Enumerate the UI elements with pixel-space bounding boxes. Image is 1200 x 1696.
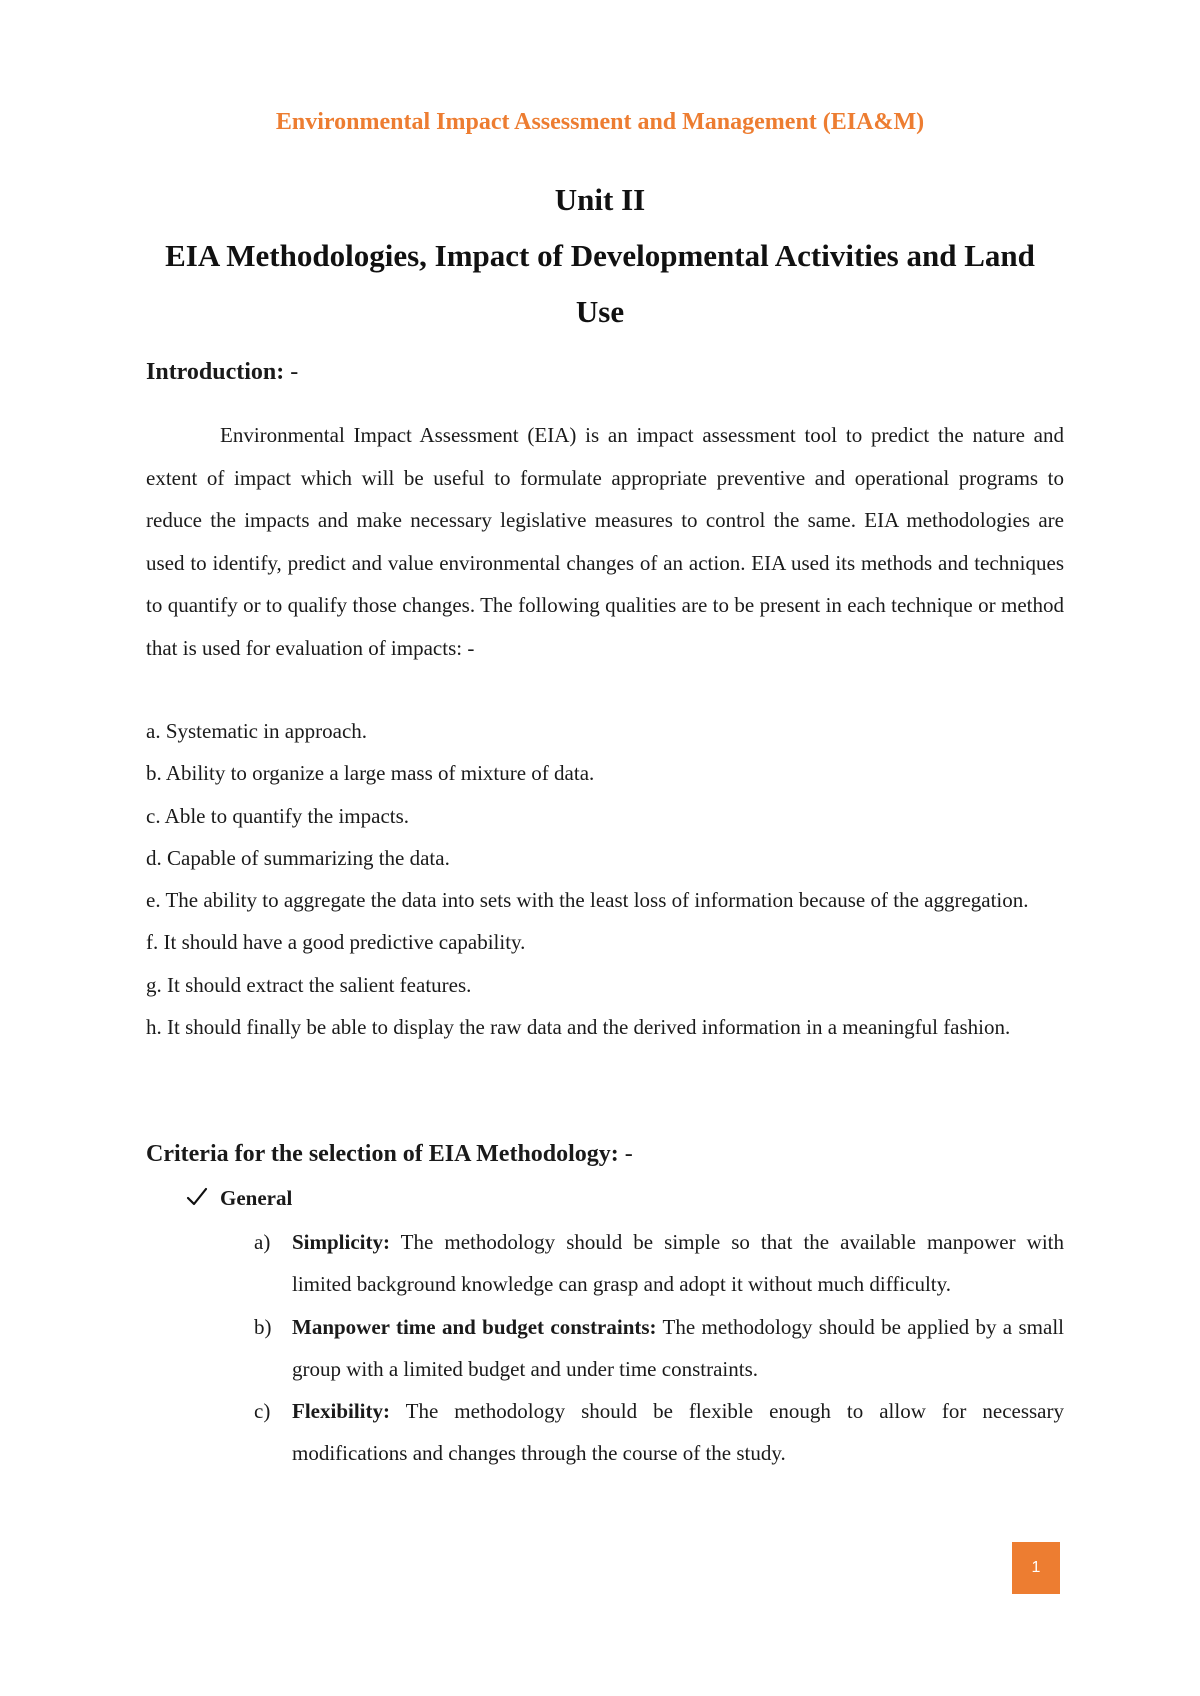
quality-item: e. The ability to aggregate the data into sets with the least loss of information because of the aggregation. [146, 888, 1029, 913]
checkmark-icon [186, 1186, 208, 1208]
quality-item: g. It should extract the salient features. [146, 972, 472, 997]
quality-item: h. It should finally be able to display the raw data and the derived information in a meaningful fashion. [146, 1015, 1011, 1040]
introduction-heading-text: Introduction: [146, 359, 285, 385]
criteria-item-term: Manpower time and budget constraints: [292, 1314, 657, 1339]
general-label: General [220, 1186, 293, 1210]
quality-item: d. Capable of summarizing the data. [146, 845, 450, 870]
criteria-heading-suffix: - [618, 1141, 633, 1167]
quality-item: b. Ability to organize a large mass of mixture of data. [146, 761, 595, 786]
criteria-item-marker: b) [254, 1314, 272, 1339]
introduction-heading-suffix: - [284, 359, 299, 385]
introduction-heading [146, 358, 298, 387]
criteria-item [254, 1306, 1064, 1391]
criteria-item [254, 1221, 1064, 1306]
unit-subtitle-line-1: EIA Methodologies, Impact of Developmental Activities and Land [165, 238, 1035, 273]
unit-label: Unit II [554, 182, 646, 217]
general-subheading [186, 1186, 292, 1211]
criteria-heading-text: Criteria for the selection of EIA Methodology: [146, 1141, 619, 1167]
quality-item: f. It should have a good predictive capability. [146, 930, 526, 955]
criteria-item-term: Simplicity: [292, 1230, 390, 1254]
document-title: Environmental Impact Assessment and Management (EIA&M) [275, 109, 925, 135]
criteria-item-marker: a) [254, 1230, 271, 1254]
introduction-paragraph: Environmental Impact Assessment (EIA) is an impact assessment tool to predict the nature and extent of impact which will be useful to formulate appropriate preventive and operational programs to reduce the impacts and make necessary legislative measures to control the same. EIA methodologies are used to identify, predict and value environmental changes of an action. EIA used its methods and techniques to quantify or to qualify those changes. The following qualities are to be present in each technique or method that is used for evaluation of impacts: - [146, 423, 1064, 660]
criteria-item [254, 1390, 1064, 1475]
unit-subtitle-line-2: Use [575, 294, 625, 329]
quality-item: a. Systematic in approach. [146, 719, 368, 743]
criteria-item-text: The methodology should be simple so that the available manpower with limited background knowledge can grasp and adopt it without much difficulty. [292, 1230, 1064, 1297]
criteria-item-text: The methodology should be flexible enough to allow for necessary modifications and changes through the course of the study. [292, 1399, 1064, 1466]
criteria-item-text: The methodology should be applied by a small group with a limited budget and under time constraints. [292, 1314, 1064, 1381]
criteria-item-marker: c) [254, 1399, 271, 1424]
criteria-list [254, 1221, 1064, 1475]
qualities-list [146, 710, 1064, 1048]
unit-heading [130, 172, 1070, 340]
page-number-badge [1012, 1542, 1060, 1594]
criteria-heading [146, 1140, 633, 1169]
page-number: 1 [1031, 1559, 1041, 1576]
quality-item: c. Able to quantify the impacts. [146, 803, 410, 828]
criteria-item-term: Flexibility: [292, 1399, 390, 1424]
